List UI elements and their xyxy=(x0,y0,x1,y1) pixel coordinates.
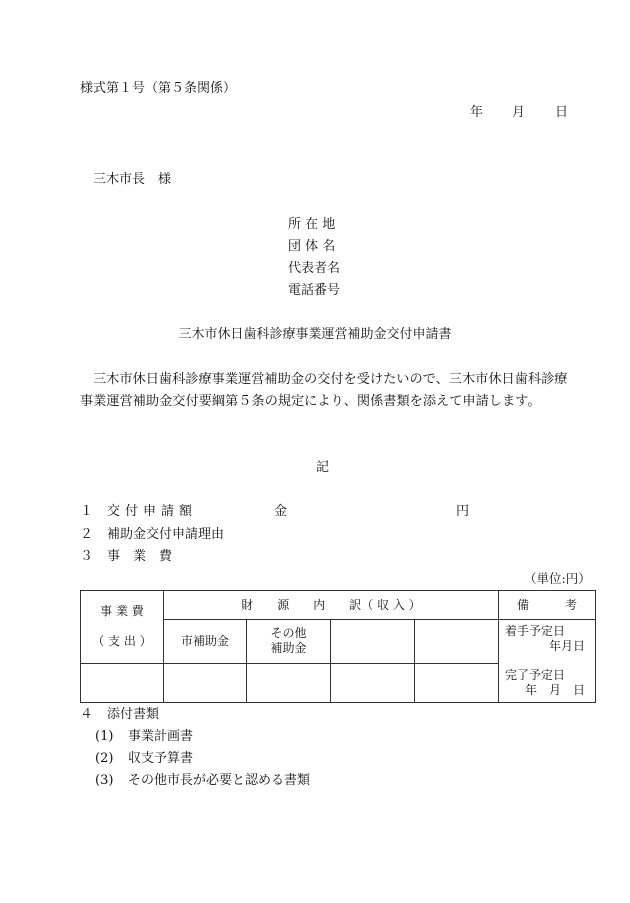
date-day: 日 xyxy=(555,105,569,120)
field-phone: 電話番号 xyxy=(288,283,341,298)
blank-value-2 xyxy=(415,663,499,702)
city-subsidy-header: 市補助金 xyxy=(164,620,247,664)
item4-number: ４ xyxy=(80,707,94,722)
document-title: 三木市休日歯科診療事業運営補助金交付申請書 xyxy=(178,327,452,342)
item3-label: 事 業 費 xyxy=(107,549,173,564)
remarks-cell xyxy=(499,620,596,703)
attachment-2-text: 収支予算書 xyxy=(128,751,194,766)
end-date-value: 年 月 日 xyxy=(525,683,586,697)
project-cost-label: 事 業 費 xyxy=(100,604,144,619)
item3-number: ３ xyxy=(80,549,94,564)
funding-header: 財 源 内 訳（ 収 入 ） xyxy=(164,591,499,620)
attachment-3-number: (3) xyxy=(95,773,114,788)
attachment-3-text: その他市長が必要と認める書類 xyxy=(128,773,311,788)
field-address: 所 在 地 xyxy=(288,217,336,232)
other-subsidy-line1: その他 xyxy=(270,626,307,641)
item1-kin: 金 xyxy=(274,504,288,519)
start-date-label: 着手予定日 xyxy=(505,624,566,638)
item4-label: 添付書類 xyxy=(107,707,160,722)
ki-heading: 記 xyxy=(315,460,329,475)
field-representative: 代表者名 xyxy=(288,261,341,276)
blank-header-2 xyxy=(415,620,499,664)
item1-yen: 円 xyxy=(456,504,470,519)
form-number: 様式第１号（第５条関係） xyxy=(80,81,237,96)
attachment-1-number: (1) xyxy=(95,729,114,744)
blank-value-1 xyxy=(331,663,415,702)
item1-label: 交付申請額 xyxy=(107,504,198,519)
other-subsidy-value xyxy=(247,663,331,702)
attachment-2-number: (2) xyxy=(95,751,114,766)
other-subsidy-line2: 補助金 xyxy=(270,641,307,656)
start-date-value: 年月日 xyxy=(549,639,586,653)
city-subsidy-value xyxy=(164,663,247,702)
end-date-label: 完了予定日 xyxy=(505,668,566,682)
item2-label: 補助金交付申請理由 xyxy=(107,527,225,542)
blank-header-1 xyxy=(331,620,415,664)
budget-table xyxy=(80,590,596,703)
other-subsidy-header xyxy=(247,620,331,664)
project-cost-sublabel: （ 支 出 ） xyxy=(92,634,152,649)
field-organization: 団 体 名 xyxy=(288,239,336,254)
date-year: 年 xyxy=(470,105,484,120)
body-paragraph: 三木市休日歯科診療事業運営補助金の交付を受けたいので、三木市休日歯科診療事業運営補助金交付要綱第５条の規定により、関係書類を添えて申請します。 xyxy=(80,372,568,409)
project-cost-value xyxy=(81,663,164,702)
attachment-1-text: 事業計画書 xyxy=(128,729,194,744)
date-month: 月 xyxy=(512,105,526,120)
project-cost-header xyxy=(81,591,164,664)
unit-label: （単位:円） xyxy=(524,571,591,586)
item1-number: １ xyxy=(80,504,94,519)
remarks-header: 備 考 xyxy=(499,591,596,620)
addressee: 三木市長 様 xyxy=(93,172,172,187)
item2-number: ２ xyxy=(80,527,94,542)
